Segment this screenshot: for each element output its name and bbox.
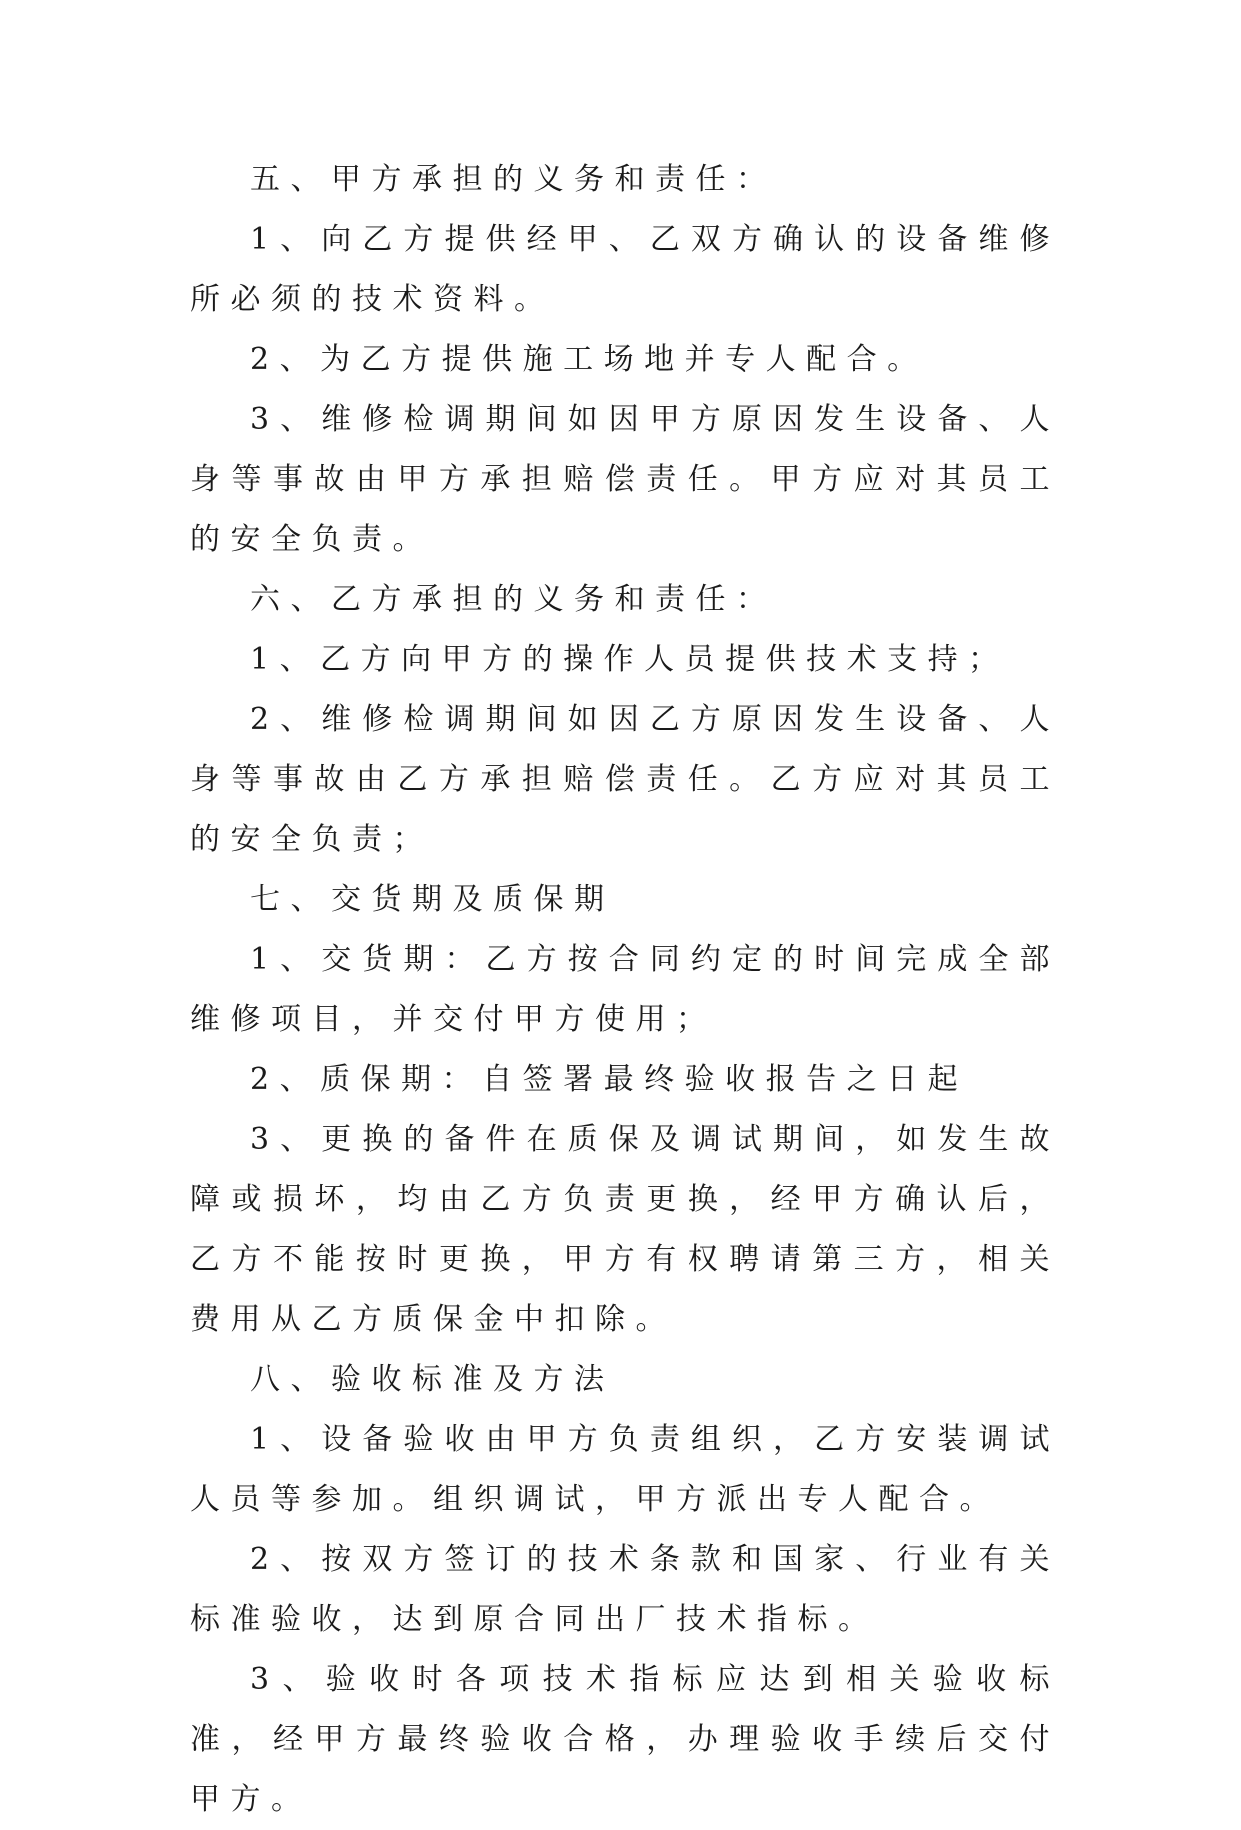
section-heading-delivery-warranty: 七、交货期及质保期 xyxy=(250,882,615,917)
section-heading-acceptance: 八、验收标准及方法 xyxy=(250,1362,615,1397)
clause-paragraph: 1、交货期：乙方按合同约定的时间完成全部维修项目，并交付甲方使用； xyxy=(190,942,1060,1037)
clause-paragraph: 3、更换的备件在质保及调试期间，如发生故障或损坏，均由乙方负责更换，经甲方确认后，乙方不能按时更换，甲方有权聘请第三方，相关费用从乙方质保金中扣除。 xyxy=(190,1122,1060,1337)
clause-paragraph: 2、为乙方提供施工场地并专人配合。 xyxy=(250,342,928,377)
section-heading-party-a-duties: 五、甲方承担的义务和责任： xyxy=(250,162,777,197)
document-body xyxy=(190,150,1060,1830)
clause-paragraph: 1、乙方向甲方的操作人员提供技术支持； xyxy=(250,642,1009,677)
clause-paragraph: 2、维修检调期间如因乙方原因发生设备、人身等事故由乙方承担赔偿责任。乙方应对其员工的安全负责； xyxy=(190,702,1060,857)
clause-paragraph: 3、维修检调期间如因甲方原因发生设备、人身等事故由甲方承担赔偿责任。甲方应对其员工的安全负责。 xyxy=(190,402,1060,557)
clause-paragraph: 1、设备验收由甲方负责组织，乙方安装调试人员等参加。组织调试，甲方派出专人配合。 xyxy=(190,1422,1060,1517)
clause-paragraph: 2、按双方签订的技术条款和国家、行业有关标准验收，达到原合同出厂技术指标。 xyxy=(190,1542,1060,1637)
section-heading-party-b-duties: 六、乙方承担的义务和责任： xyxy=(250,582,777,617)
clause-paragraph: 1、向乙方提供经甲、乙双方确认的设备维修所必须的技术资料。 xyxy=(190,222,1060,317)
clause-paragraph: 3、验收时各项技术指标应达到相关验收标准，经甲方最终验收合格，办理验收手续后交付甲方。 xyxy=(190,1662,1060,1817)
clause-paragraph: 2、质保期：自签署最终验收报告之日起 xyxy=(250,1062,969,1097)
